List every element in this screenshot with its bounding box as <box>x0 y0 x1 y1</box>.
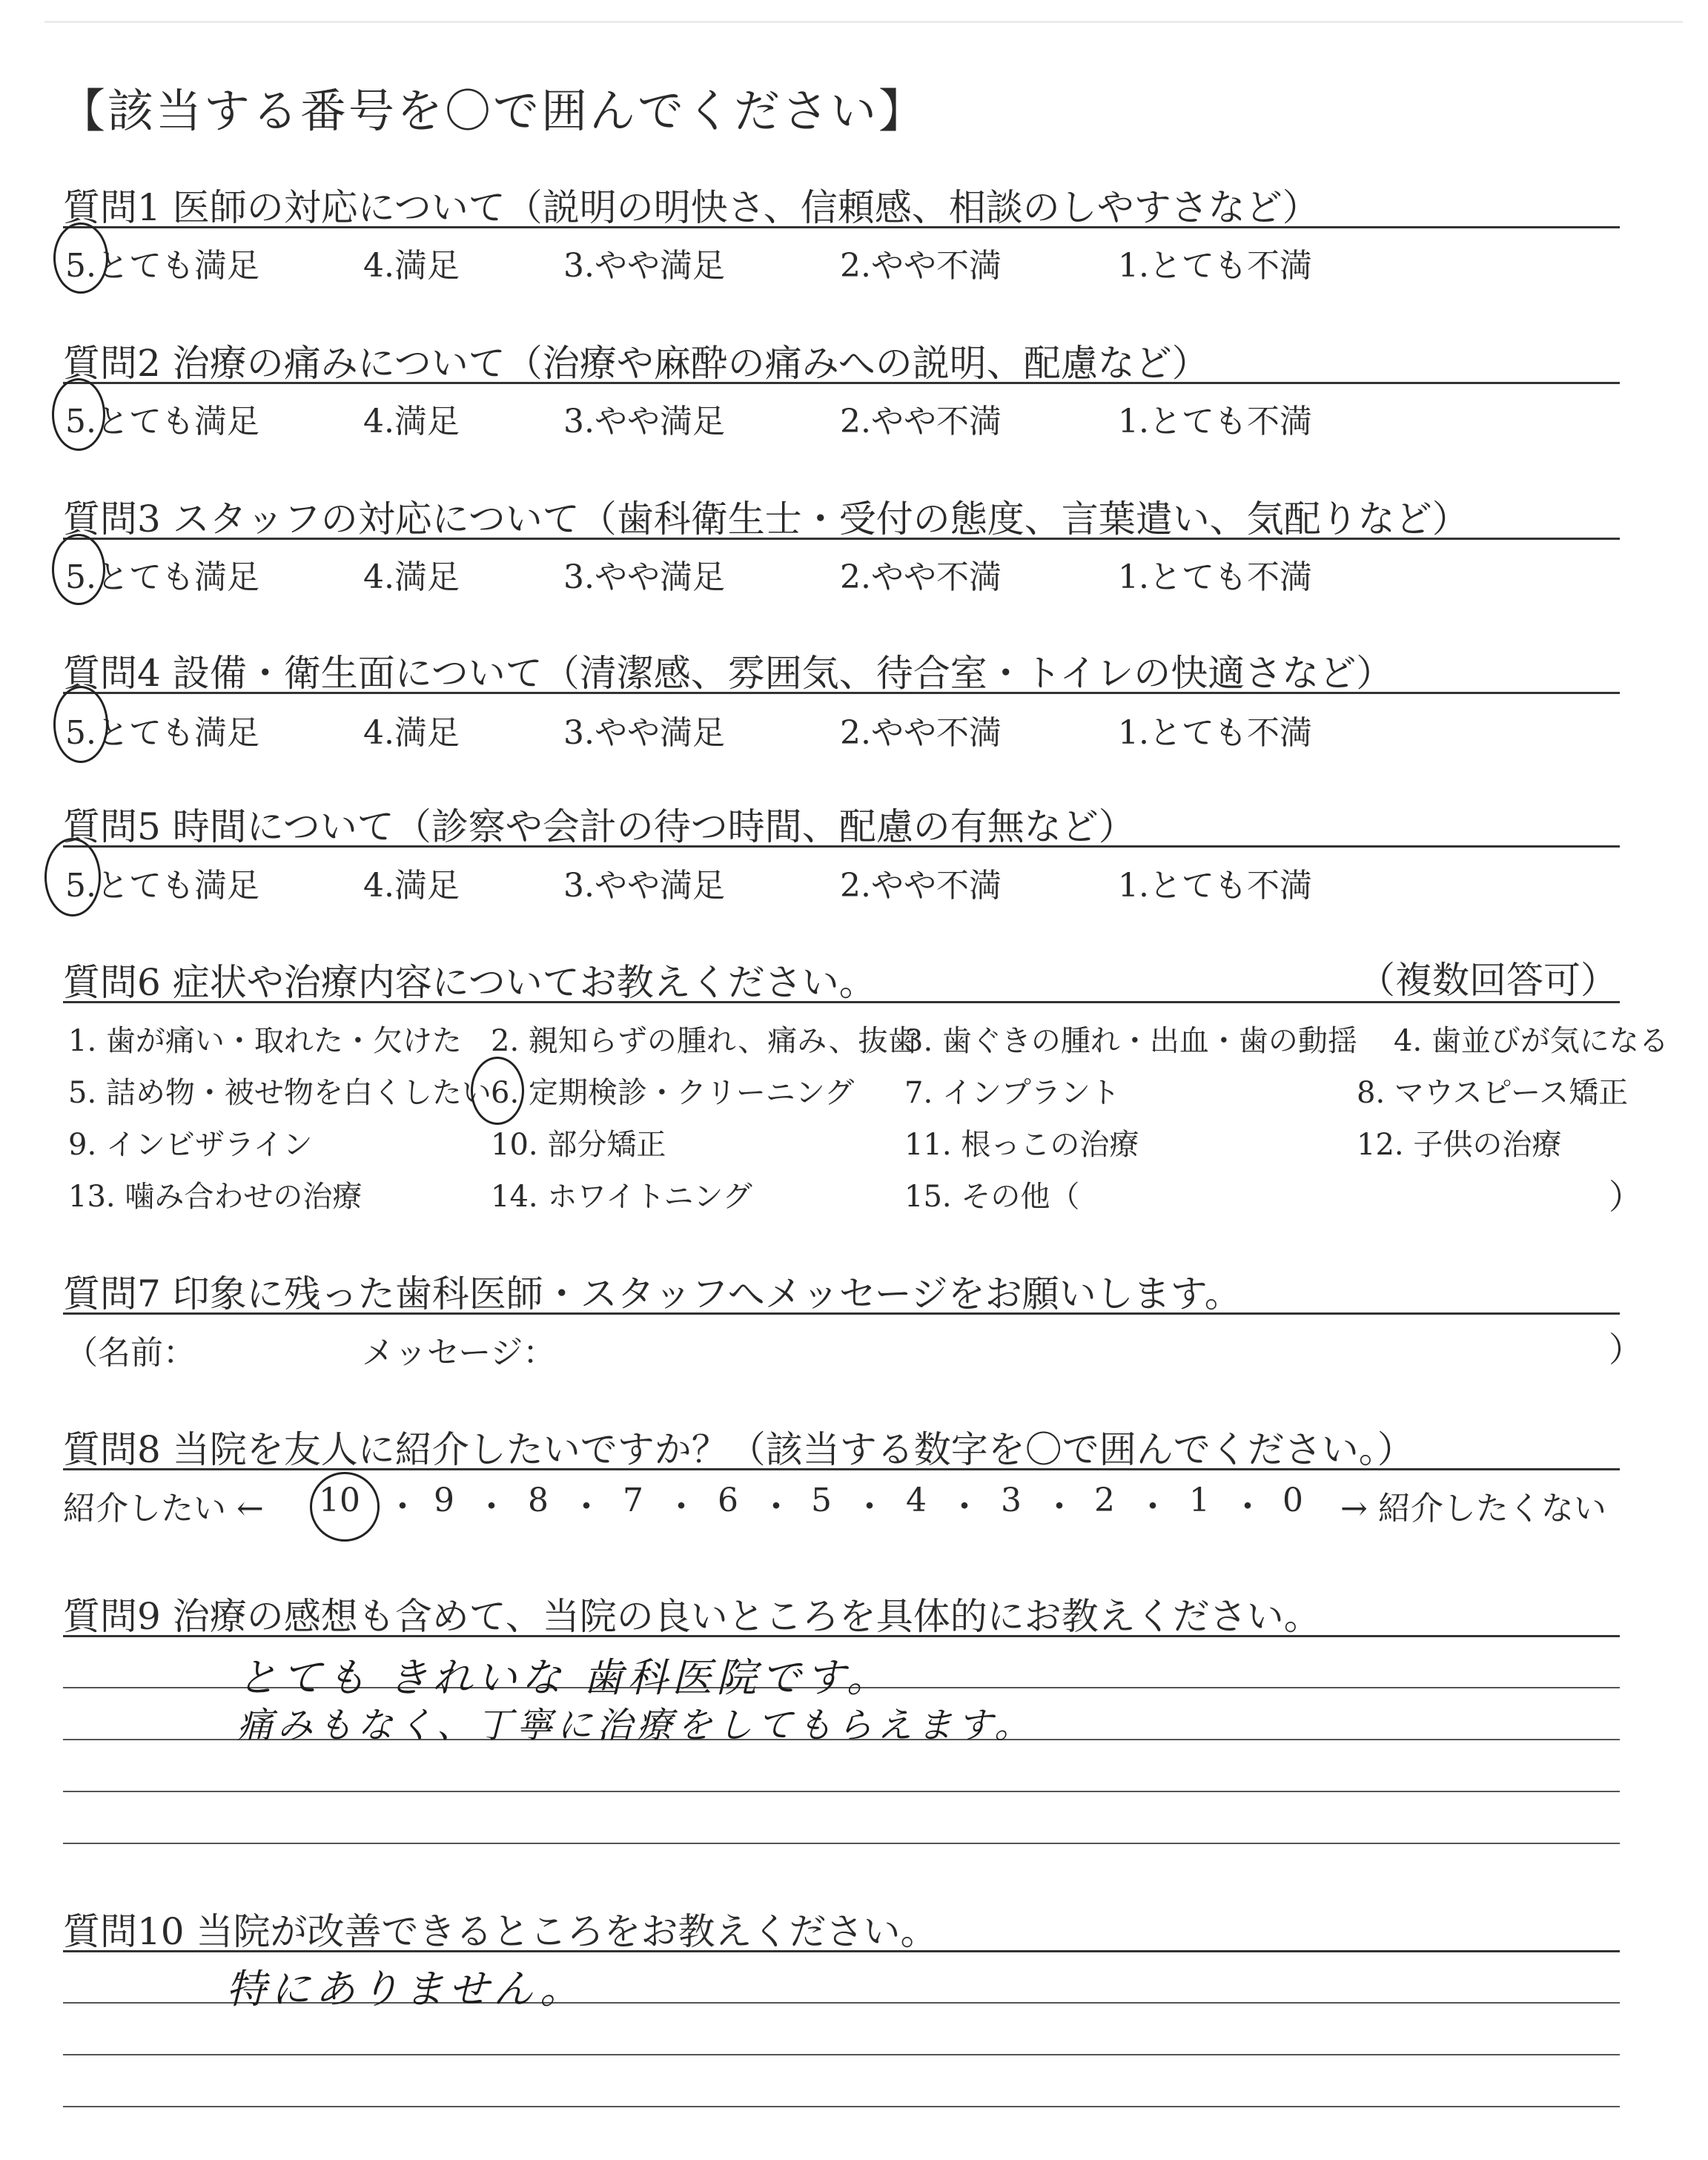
q8-scale-10[interactable]: 10 <box>319 1482 360 1519</box>
q7-rule <box>63 1312 1620 1315</box>
q8-scale-7[interactable]: 7 <box>623 1482 643 1519</box>
q5-option-2[interactable]: 2.やや不満 <box>840 867 1002 905</box>
q4-option-4[interactable]: 4.満足 <box>363 714 460 752</box>
q6-multiple-note: （複数回答可） <box>1358 959 1618 1002</box>
q8-scale-9[interactable]: 9 <box>434 1482 454 1519</box>
q1-rule <box>63 226 1620 228</box>
q2-option-4[interactable]: 4.満足 <box>363 403 460 440</box>
q1-option-3[interactable]: 3.やや満足 <box>563 247 725 285</box>
q1-text: 質問1 医師の対応について（説明の明快さ、信頼感、相談のしやすさなど） <box>63 186 1320 229</box>
q4-selection-circle <box>53 686 108 763</box>
q6-option-13[interactable]: 13. 噛み合わせの治療 <box>68 1180 363 1214</box>
q2-option-2[interactable]: 2.やや不満 <box>840 403 1002 440</box>
q10-text: 質問10 当院が改善できるところをお教えください。 <box>63 1910 938 1953</box>
q7-close: ） <box>1609 1330 1643 1370</box>
q9-rule <box>63 1635 1620 1637</box>
q1-option-5[interactable]: 5.とても満足 <box>65 247 259 285</box>
q6-option-15[interactable]: 15. その他（ <box>904 1180 1080 1214</box>
page-title: 【該当する番号を〇で囲んでください】 <box>59 84 927 138</box>
q8-sep: ・ <box>474 1487 509 1527</box>
q6-option-10[interactable]: 10. 部分矯正 <box>491 1128 666 1162</box>
q8-sep: ・ <box>1136 1487 1170 1527</box>
q8-scale-4[interactable]: 4 <box>906 1482 927 1519</box>
q5-selection-circle <box>44 838 101 916</box>
q4-option-5[interactable]: 5.とても満足 <box>65 714 259 752</box>
q2-selection-circle <box>52 378 105 451</box>
q8-scale-8[interactable]: 8 <box>528 1482 549 1519</box>
q2-rule <box>63 382 1620 384</box>
q6-option-6[interactable]: 6. 定期検診・クリーニング <box>491 1076 855 1110</box>
q8-sep: ・ <box>947 1487 982 1527</box>
q9-answer-line-1: とても きれいな 歯科医院です。 <box>237 1654 892 1701</box>
q3-option-5[interactable]: 5.とても満足 <box>65 558 259 596</box>
q4-text: 質問4 設備・衛生面について（清潔感、雰囲気、待合室・トイレの快適さなど） <box>63 652 1394 695</box>
q3-text: 質問3 スタッフの対応について（歯科衛生士・受付の態度、言葉遣い、気配りなど） <box>63 498 1469 541</box>
q8-sep: ・ <box>853 1487 887 1527</box>
q4-option-1[interactable]: 1.とても不満 <box>1118 714 1312 752</box>
q8-scale-5[interactable]: 5 <box>811 1482 832 1519</box>
q2-text: 質問2 治療の痛みについて（治療や麻酔の痛みへの説明、配慮など） <box>63 342 1209 385</box>
q6-selection-circle <box>471 1057 524 1125</box>
q10-answer-line-1: 特にありません。 <box>226 1966 585 2012</box>
q2-option-1[interactable]: 1.とても不満 <box>1118 403 1312 440</box>
q9-answer-line-2: 痛みもなく、丁寧に治療をしてもらえます。 <box>237 1705 1035 1746</box>
q8-sep: ・ <box>385 1487 420 1527</box>
q5-rule <box>63 845 1620 848</box>
q8-left-label: 紹介したい ← <box>63 1490 264 1527</box>
q4-option-3[interactable]: 3.やや満足 <box>563 714 725 752</box>
q3-selection-circle <box>52 534 105 605</box>
q8-scale-0[interactable]: 0 <box>1282 1482 1303 1519</box>
q4-rule <box>63 692 1620 694</box>
q6-option-4[interactable]: 4. 歯並びが気になる <box>1394 1024 1669 1058</box>
q6-option-5[interactable]: 5. 詰め物・被せ物を白くしたい <box>68 1076 491 1110</box>
q8-scale-6[interactable]: 6 <box>718 1482 738 1519</box>
q5-option-1[interactable]: 1.とても不満 <box>1118 867 1312 905</box>
q1-selection-circle <box>53 222 108 294</box>
q8-selection-circle <box>310 1472 380 1542</box>
q3-option-1[interactable]: 1.とても不満 <box>1118 558 1312 596</box>
q6-option-7[interactable]: 7. インプラント <box>904 1076 1120 1110</box>
q3-option-3[interactable]: 3.やや満足 <box>563 558 725 596</box>
q2-option-5[interactable]: 5.とても満足 <box>65 403 259 440</box>
q6-rule <box>63 1001 1620 1003</box>
q6-option-14[interactable]: 14. ホワイトニング <box>491 1180 752 1214</box>
q8-scale-1[interactable]: 1 <box>1189 1482 1210 1519</box>
q9-answer-line <box>63 1791 1620 1792</box>
q3-rule <box>63 538 1620 540</box>
q10-rule <box>63 1950 1620 1952</box>
q6-option-9[interactable]: 9. インビザライン <box>68 1128 313 1162</box>
top-edge-line <box>44 21 1683 23</box>
q6-option-8[interactable]: 8. マウスピース矯正 <box>1357 1076 1629 1110</box>
q5-option-5[interactable]: 5.とても満足 <box>65 867 259 905</box>
q1-option-4[interactable]: 4.満足 <box>363 247 460 285</box>
q8-sep: ・ <box>569 1487 603 1527</box>
q8-sep: ・ <box>1042 1487 1076 1527</box>
q4-option-2[interactable]: 2.やや不満 <box>840 714 1002 752</box>
q8-rule <box>63 1468 1620 1470</box>
q8-scale-2[interactable]: 2 <box>1094 1482 1115 1519</box>
q3-option-2[interactable]: 2.やや不満 <box>840 558 1002 596</box>
q9-answer-line <box>63 1843 1620 1844</box>
q8-sep: ・ <box>759 1487 793 1527</box>
q6-option-3[interactable]: 3. 歯ぐきの腫れ・出血・歯の動揺 <box>904 1024 1357 1058</box>
q7-message-label: メッセージ： <box>362 1334 556 1372</box>
q2-option-3[interactable]: 3.やや満足 <box>563 403 725 440</box>
q1-option-2[interactable]: 2.やや不満 <box>840 247 1002 285</box>
q7-name-label: （名前： <box>65 1334 196 1372</box>
q3-option-4[interactable]: 4.満足 <box>363 558 460 596</box>
q5-option-3[interactable]: 3.やや満足 <box>563 867 725 905</box>
q6-option-2[interactable]: 2. 親知らずの腫れ、痛み、抜歯 <box>491 1024 918 1058</box>
q6-option-12[interactable]: 12. 子供の治療 <box>1357 1128 1562 1162</box>
q8-scale-3[interactable]: 3 <box>1001 1482 1022 1519</box>
q8-right-label: → 紹介したくない <box>1340 1490 1606 1527</box>
q8-text: 質問8 当院を友人に紹介したいですか？（該当する数字を〇で囲んでください。） <box>63 1428 1414 1471</box>
q8-sep: ・ <box>1231 1487 1265 1527</box>
q5-option-4[interactable]: 4.満足 <box>363 867 460 905</box>
q10-answer-line <box>63 2106 1620 2107</box>
q6-other-close: ） <box>1609 1177 1643 1217</box>
q9-text: 質問9 治療の感想も含めて、当院の良いところを具体的にお教えください。 <box>63 1595 1321 1638</box>
q10-answer-line <box>63 2054 1620 2055</box>
q6-option-11[interactable]: 11. 根っこの治療 <box>904 1128 1139 1162</box>
q5-text: 質問5 時間について（診察や会計の待つ時間、配慮の有無など） <box>63 805 1136 848</box>
q1-option-1[interactable]: 1.とても不満 <box>1118 247 1312 285</box>
q7-text: 質問7 印象に残った歯科医師・スタッフへメッセージをお願いします。 <box>63 1272 1242 1315</box>
q8-sep: ・ <box>664 1487 698 1527</box>
q6-text: 質問6 症状や治療内容についてお教えください。 <box>63 961 876 1004</box>
q6-option-1[interactable]: 1. 歯が痛い・取れた・欠けた <box>68 1024 462 1058</box>
